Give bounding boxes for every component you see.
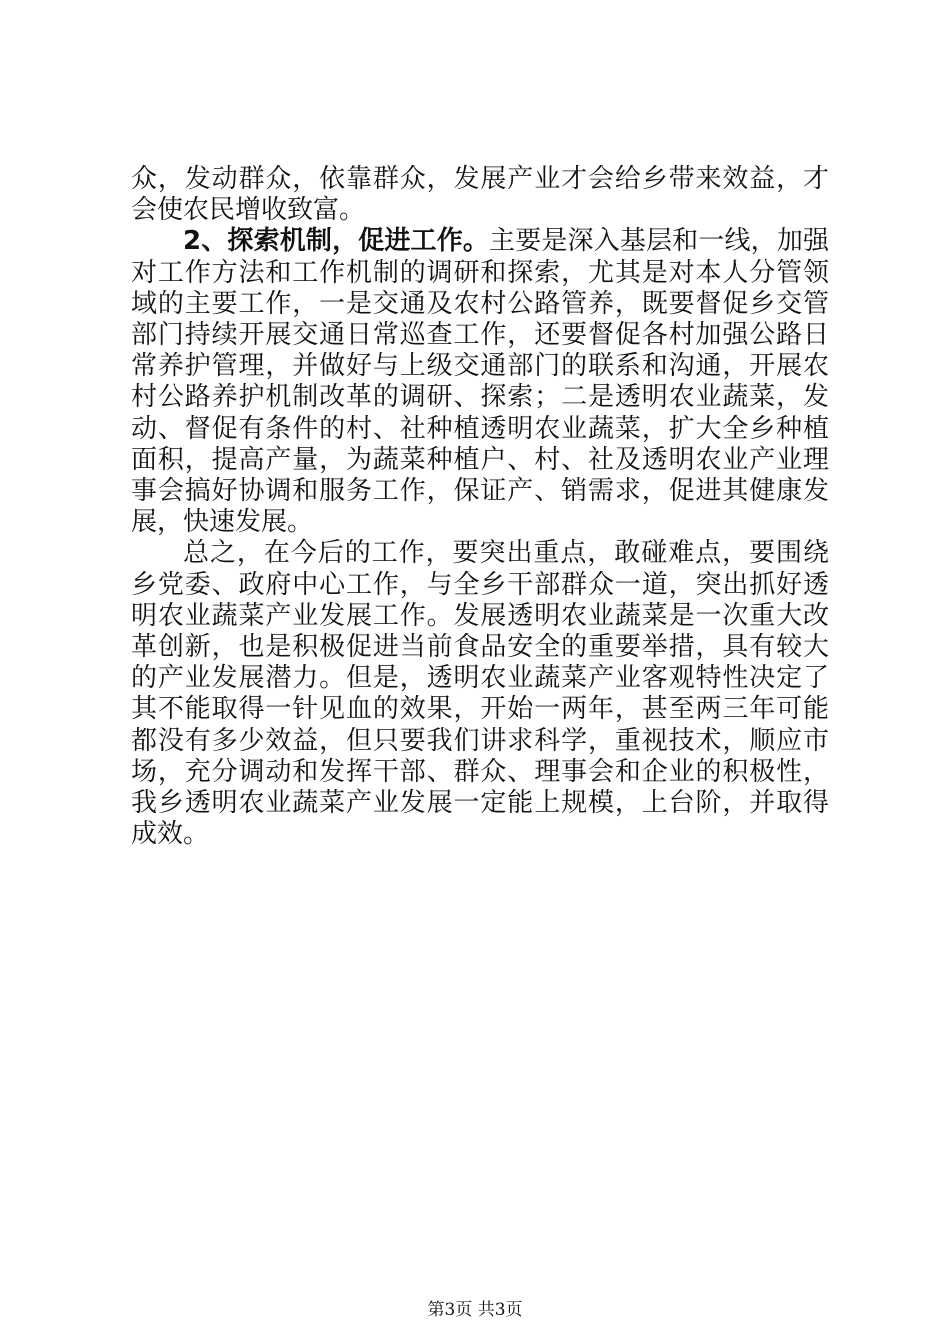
paragraph-text: 总之，在今后的工作，要突出重点，敢碰难点，要围绕乡党委、政府中心工作，与全乡干部群众一道，突出抓好透明农业蔬菜产业发展工作。发展透明农业蔬菜是一次重大改革创新，也是积极促进当前食品安全的重要举措，具有较大的产业发展潜力。但是，透明农业蔬菜产业客观特性决定了其不能取得一针见血的效果，开始一两年，甚至两三年可能都没有多少效益，但只要我们讲求科学，重视技术，顺应市场，充分调动和发挥干部、群众、理事会和企业的积极性，我乡透明农业蔬菜产业发展一定能上规模，上台阶，并取得成效。 xyxy=(131,538,829,850)
paragraph-text: 主要是深入基层和一线，加强对工作方法和工作机制的调研和探索，尤其是对本人分管领域的主要工作，一是交通及农村公路管养，既要督促乡交管部门持续开展交通日常巡查工作，还要督促各村加强公路日常养护管理，并做好与上级交通部门的联系和沟通，开展农村公路养护机制改革的调研、探索；二是透明农业蔬菜，发动、督促有条件的村、社种植透明农业蔬菜，扩大全乡种植面积，提高产量，为蔬菜种植户、村、社及透明农业产业理事会搞好协调和服务工作，保证产、销需求，促进其健康发展，快速发展。 xyxy=(131,226,829,538)
paragraph-text: 众，发动群众，依靠群众，发展产业才会给乡带来效益，才会使农民增收致富。 xyxy=(131,164,829,226)
paragraph-continuation xyxy=(131,164,829,226)
paragraph-summary xyxy=(131,538,829,850)
paragraph-heading: 2、探索机制，促进工作。 xyxy=(183,226,490,257)
paragraph-item-2 xyxy=(131,226,829,538)
page-number: 第3页 共3页 xyxy=(427,1300,523,1320)
document-body xyxy=(131,164,829,850)
page-footer xyxy=(0,1300,950,1320)
